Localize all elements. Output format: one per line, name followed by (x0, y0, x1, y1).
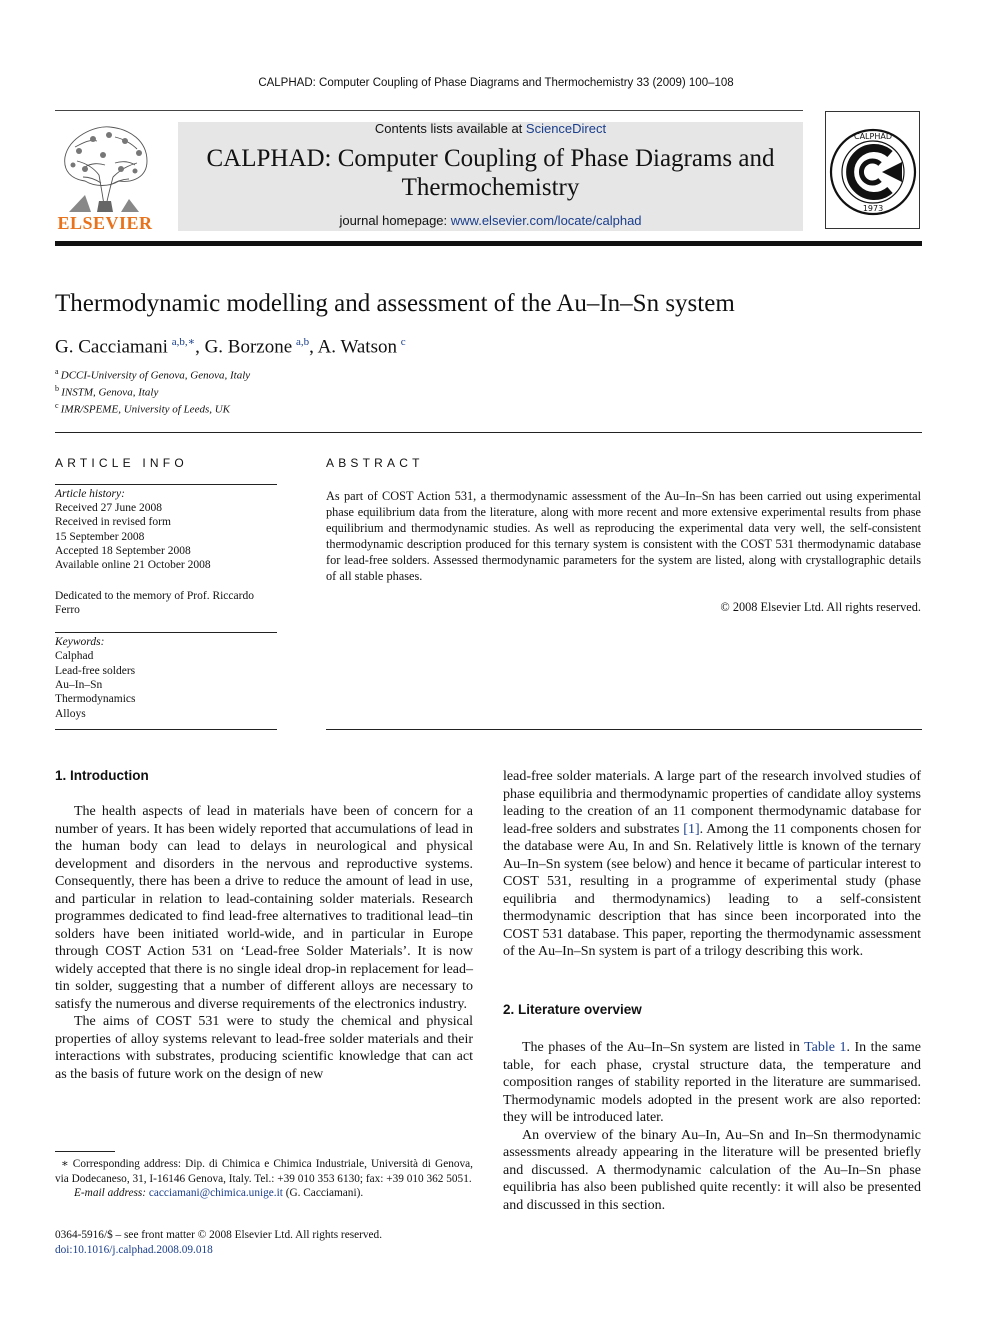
keyword: Calphad (55, 650, 94, 662)
issn-line: 0364-5916/$ – see front matter © 2008 Elsevier Ltd. All rights reserved. (55, 1229, 383, 1241)
header-thick-rule (55, 241, 922, 246)
footnote-rule (55, 1151, 115, 1152)
keyword: Au–In–Sn (55, 679, 103, 691)
author-name: G. Borzone (204, 336, 293, 358)
article-info-heading: ARTICLE INFO (55, 456, 188, 470)
divider (55, 484, 277, 485)
paragraph (503, 1039, 921, 1127)
email-label: E-mail address: (74, 1187, 149, 1199)
homepage-link[interactable]: www.elsevier.com/locate/calphad (450, 213, 642, 228)
history-item: 15 September 2008 (55, 531, 145, 543)
elsevier-wordmark: ELSEVIER (57, 213, 153, 233)
running-head: CALPHAD: Computer Coupling of Phase Diagrams and Thermochemistry 33 (2009) 100–108 (258, 77, 734, 89)
paragraph: An overview of the binary Au–In, Au–Sn and In–Sn thermodynamic assessments already appearing in the literature will be presented briefly and discussed. A thermodynamic calculation of the Au–In–Sn phase equilibria has also been published quite recently: it will also be presented and discussed in this section. (503, 1127, 921, 1213)
email-link[interactable]: cacciamani@chimica.unige.it (148, 1187, 283, 1199)
history-item: Available online 21 October 2008 (55, 559, 211, 571)
section-title-introduction: 1. Introduction (55, 768, 149, 783)
seal-year: 1973 (862, 204, 884, 213)
affiliation (55, 384, 158, 399)
dedication-line: Dedicated to the memory of Prof. Riccardo (55, 590, 254, 602)
keywords-label: Keywords: (55, 636, 105, 648)
affiliation-key: b (55, 384, 59, 393)
author-name: G. Cacciamani (55, 336, 168, 358)
author-name: A. Watson (317, 336, 397, 358)
section-title-literature: 2. Literature overview (503, 1002, 642, 1017)
divider (326, 729, 922, 730)
homepage-prefix: journal homepage: (339, 213, 451, 228)
affiliation (55, 367, 250, 382)
history-item: Accepted 18 September 2008 (55, 545, 191, 557)
contents-line (178, 121, 803, 136)
sciencedirect-link[interactable]: ScienceDirect (525, 121, 607, 136)
affiliation-text: IMR/SPEME, University of Leeds, UK (60, 403, 231, 416)
contents-prefix: Contents lists available at (374, 121, 526, 136)
journal-title-line2: Thermochemistry (401, 174, 580, 201)
paragraph (503, 768, 921, 961)
keyword: Lead-free solders (55, 665, 136, 677)
body-column-right-lower (503, 1039, 921, 1214)
affiliation-text: DCCI-University of Genova, Genova, Italy (60, 369, 251, 382)
homepage-line (178, 213, 803, 228)
dedication-line: Ferro (55, 604, 80, 616)
author-affil-ref[interactable]: a,b,∗ (171, 336, 196, 348)
calphad-seal-box (825, 111, 920, 229)
text-run: lead-free solder materials. A large part of the research involved studies of phase equilibria and thermodynamic properties of candidate alloy systems leading to the creation of an 11 component thermodynamic database for lead-free solders and substrates (503, 769, 921, 837)
paragraph: The health aspects of lead in materials have been of concern for a number of years. It has been widely reported that accumulations of lead in the human body can lead to delays in neurological and physical development and disorders in the nervous and reproductive systems. Consequently, there has been a drive to reduce the amount of lead in use, and particular in relation to lead-containing solder materials. Research programmes dedicated to find lead-free alternatives to traditional lead–tin solders have been initiated world-wide, and in particular in Europe through COST Action 531 on ‘Lead-free Solder Materials’. It is now widely accepted that there is no single ideal drop-in replacement for lead–tin solder, suggesting that a number of different alloys are necessary to satisfy the numerous and diverse requirements of the electronics industry. (55, 804, 473, 1012)
abstract-text: As part of COST Action 531, a thermodynamic assessment of the Au–In–Sn has been carried out using experimental phase equilibrium data from the literature, along with more recent and more extensive experimental results from phase equilibrium and thermodynamic studies. As well as reproducing the experimental data very well, the self-consistent thermodynamic description produced for this ternary system is consistent with the COST 531 thermodynamic database for lead-free solders. Assessed thermodynamic parameters for the system are listed, along with crystallographic details of all stable phases. (326, 489, 921, 583)
email-suffix: (G. Cacciamani). (282, 1187, 364, 1199)
paragraph: The aims of COST 531 were to study the chemical and physical properties of alloy systems relevant to lead-free solder materials and their interactions with substrates, producing scientific knowledge that can act as the basis of future work on the design of new (55, 1014, 473, 1082)
divider (55, 432, 922, 433)
journal-title-line1: CALPHAD: Computer Coupling of Phase Diagrams and (206, 145, 775, 172)
article-title: Thermodynamic modelling and assessment of the Au–In–Sn system (55, 290, 735, 317)
header-rule (55, 110, 803, 111)
affiliation-key: a (55, 367, 59, 376)
history-label: Article history: (55, 488, 125, 500)
text-run: The phases of the Au–In–Sn system are listed in (522, 1040, 805, 1055)
author-list: G. Cacciamani $^{a,b,∗}$, G. Borzone $^{a,b}$, A. Watson $^c$ (55, 336, 406, 358)
divider (55, 632, 277, 633)
text-run: . Among the 11 components chosen for the database were Au, In and Sn. Relatively little is known of the ternary Au–In–Sn system (see below) and hence it became of particular interest to COST 531, resulting in a programme of experimental study (phase equilibria and thermodynamics) leading to a self-consistent thermodynamic description that has since been incorporated into the COST 531 database. This paper, reporting the thermodynamic assessment of the Au–In–Sn system is part of a trilogy describing this work. (503, 821, 921, 959)
journal-title (178, 144, 803, 202)
footnote-marker: ∗ (61, 1158, 69, 1170)
divider (55, 729, 277, 730)
footnote (55, 1157, 473, 1201)
reference-link[interactable]: [1] (683, 821, 700, 837)
history-item: Received 27 June 2008 (55, 502, 162, 514)
body-column-left (55, 803, 473, 1083)
history-item: Received in revised form (55, 516, 171, 528)
affiliation-key: c (55, 401, 59, 410)
seal-top-text: CALPHAD (854, 132, 892, 141)
doi-link[interactable]: doi:10.1016/j.calphad.2008.09.018 (55, 1244, 213, 1256)
table-link[interactable]: Table 1 (804, 1040, 847, 1055)
keyword: Alloys (55, 708, 86, 720)
author-affil-ref[interactable]: c (400, 336, 406, 348)
calphad-seal-icon (826, 112, 919, 228)
keyword: Thermodynamics (55, 693, 136, 705)
footnote-text: Corresponding address: Dip. di Chimica e Chimica Industriale, Università di Genova, via Dodecaneso, 31, I-16146 Genova, Italy. Tel.: +39 010 353 6130; fax: +39 010 362 5051. (55, 1158, 474, 1185)
author-affil-ref[interactable]: a,b (295, 336, 310, 348)
affiliation-text: INSTM, Genova, Italy (61, 386, 159, 399)
text-run: . In the same table, for each phase, crystal structure data, the temperature and composition ranges of stability reported in the literature are summarised. Thermodynamic models adopted in the present work are also reported: they will be introduced later. (503, 1040, 921, 1125)
copyright-notice: © 2008 Elsevier Ltd. All rights reserved. (720, 600, 921, 614)
body-column-right (503, 768, 921, 961)
affiliation (55, 401, 230, 416)
abstract-heading: ABSTRACT (326, 456, 424, 470)
